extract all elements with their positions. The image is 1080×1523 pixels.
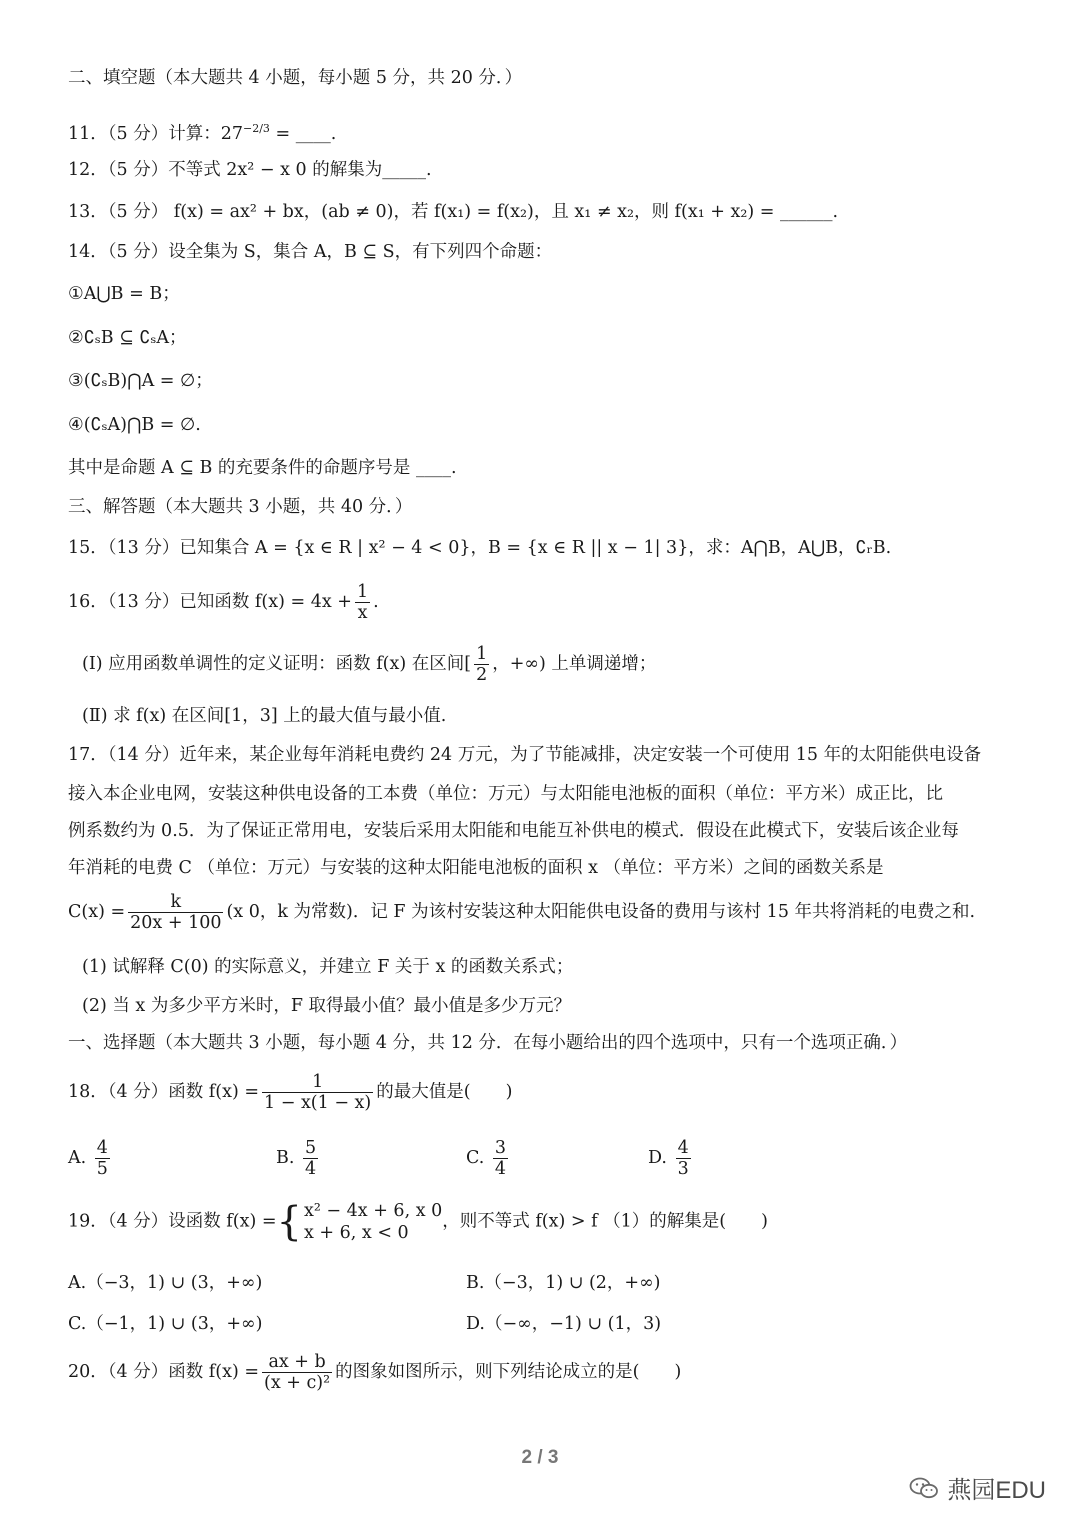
question-16-part-2: (Ⅱ) 求 f(x) 在区间[1，3] 上的最大值与最小值.: [82, 706, 447, 726]
page-number: 2 / 3: [521, 1447, 559, 1468]
fraction: $\frac{5}{4}$: [305, 1138, 317, 1179]
question-19-option-d: D.（−∞，−1) ∪ (1，3): [466, 1314, 662, 1334]
question-14-item-4: ④(∁ₛA)⋂B = ∅.: [68, 415, 201, 435]
question-19-stem: 19．（4 分）设函数 f(x) ={ x² − 4x + 6, x 0 x + 6, x < 0 ，则不等式 f(x) > f （1）的解集是( ): [68, 1199, 768, 1245]
question-19-option-b: B.（−3，1) ∪ (2，+∞): [466, 1273, 661, 1293]
question-17-part-2: (2) 当 x 为多少平方米时，F 取得最小值？最小值是多少万元？: [82, 996, 572, 1016]
question-13: 13．（5 分） f(x) = ax² + bx，(ab ≠ 0)，若 f(x₁) = f(x₂)，且 x₁ ≠ x₂，则 f(x₁ + x₂) = ______.: [68, 202, 839, 222]
question-19-option-a: A.（−3，1) ∪ (3，+∞): [68, 1273, 263, 1293]
question-19-option-c: C.（−1，1) ∪ (3，+∞): [68, 1314, 263, 1334]
question-16-stem: 16．（13 分）已知函数 f(x) = 4x + $\frac{1}{x}$ .: [68, 582, 379, 623]
question-14-stem: 14．（5 分）设全集为 S，集合 A，B ⊆ S，有下列四个命题：: [68, 242, 553, 262]
brand-watermark: [909, 1470, 1046, 1505]
question-18-option-c: C. $\frac{3}{4}$: [466, 1138, 507, 1179]
question-18-stem: 18．（4 分）函数 f(x) = $\frac{1}{1 - x(1 - x)}$ 的最大值是( ): [68, 1072, 513, 1113]
question-14-item-2: ②∁ₛB ⊆ ∁ₛA；: [68, 328, 187, 348]
left-brace: {: [276, 1199, 302, 1245]
section3-heading: 三、解答题（本大题共 3 小题，共 40 分．）: [68, 497, 413, 517]
question-16-part-1: (Ⅰ) 应用函数单调性的定义证明：函数 f(x) 在区间[ $\frac{1}{2}$ ，+∞) 上单调递增；: [82, 644, 657, 685]
fraction: $\frac{1}{1 - x(1 - x)}$: [264, 1072, 372, 1113]
question-18-option-d: D. $\frac{4}{3}$: [648, 1138, 689, 1179]
question-17-line-2: 接入本企业电网，安装这种供电设备的工本费（单位：万元）与太阳能电池板的面积（单位：平方米）成正比，比: [68, 784, 943, 804]
question-20-stem: 20．（4 分）函数 f(x) = $\frac{ax + b}{\text{(x + c)²}}$ 的图象如图所示，则下列结论成立的是( ): [68, 1352, 682, 1393]
fraction: $\frac{4}{3}$: [677, 1138, 689, 1179]
fraction: $\frac{4}{5}$: [96, 1138, 108, 1179]
question-14-tail: 其中是命题 A ⊆ B 的充要条件的命题序号是 ____.: [68, 458, 457, 478]
brand-name: 燕园EDU: [947, 1477, 1046, 1504]
question-17-part-1: (1) 试解释 C(0) 的实际意义，并建立 F 关于 x 的函数关系式；: [82, 957, 574, 977]
piecewise-cases: x² − 4x + 6, x 0 x + 6, x < 0: [303, 1201, 443, 1243]
question-18-option-b: B. $\frac{5}{4}$: [276, 1138, 317, 1179]
question-18-option-a: A. $\frac{4}{5}$: [68, 1138, 108, 1179]
section1-heading: 一、选择题（本大题共 3 小题，每小题 4 分，共 12 分．在每小题给出的四个选项中，只有一个选项正确．）: [68, 1033, 908, 1053]
fraction: $\frac{1}{2}$: [476, 644, 488, 685]
fraction: $\frac{3}{4}$: [494, 1138, 507, 1179]
question-12: 12．（5 分）不等式 2x² − x 0 的解集为_____.: [68, 160, 432, 180]
question-11: 11．（5 分）计算：$27^{-2/3}$ = ____.: [68, 122, 337, 144]
question-14-item-3: ③(∁ₛB)⋂A = ∅；: [68, 371, 213, 391]
fraction: $\frac{ax + b}{\text{(x + c)²}}$: [264, 1352, 331, 1393]
wechat-icon: [909, 1476, 939, 1500]
fraction: $\frac{k}{20x + 100}$: [130, 892, 222, 933]
question-17-line-1: 17．（14 分）近年来，某企业每年消耗电费约 24 万元，为了节能减排，决定安装一个可使用 15 年的太阳能供电设备: [68, 745, 982, 765]
question-14-item-1: ①A⋃B = B；: [68, 284, 180, 304]
fraction: $\frac{1}{x}$: [356, 582, 369, 623]
section2-heading: 二、填空题（本大题共 4 小题，每小题 5 分，共 20 分．）: [68, 68, 523, 88]
question-17-line-4: 年消耗的电费 C （单位：万元）与安装的这种太阳能电池板的面积 x （单位：平方米）之间的函数关系是: [68, 858, 884, 878]
question-15: 15．（13 分）已知集合 A = {x ∈ R | x² − 4 < 0}，B = {x ∈ R || x − 1| 3}，求：A⋂B，A⋃B，∁ᵣB.: [68, 538, 892, 558]
question-17-formula: C(x) = $\frac{k}{20x + 100}$ (x 0，k 为常数)．记 F 为该村安装这种太阳能供电设备的费用与该村 15 年共将消耗的电费之和.: [68, 892, 976, 933]
question-17-line-3: 例系数约为 0.5．为了保证正常用电，安装后采用太阳能和电能互补供电的模式．假设在此模式下，安装后该企业每: [68, 821, 959, 841]
